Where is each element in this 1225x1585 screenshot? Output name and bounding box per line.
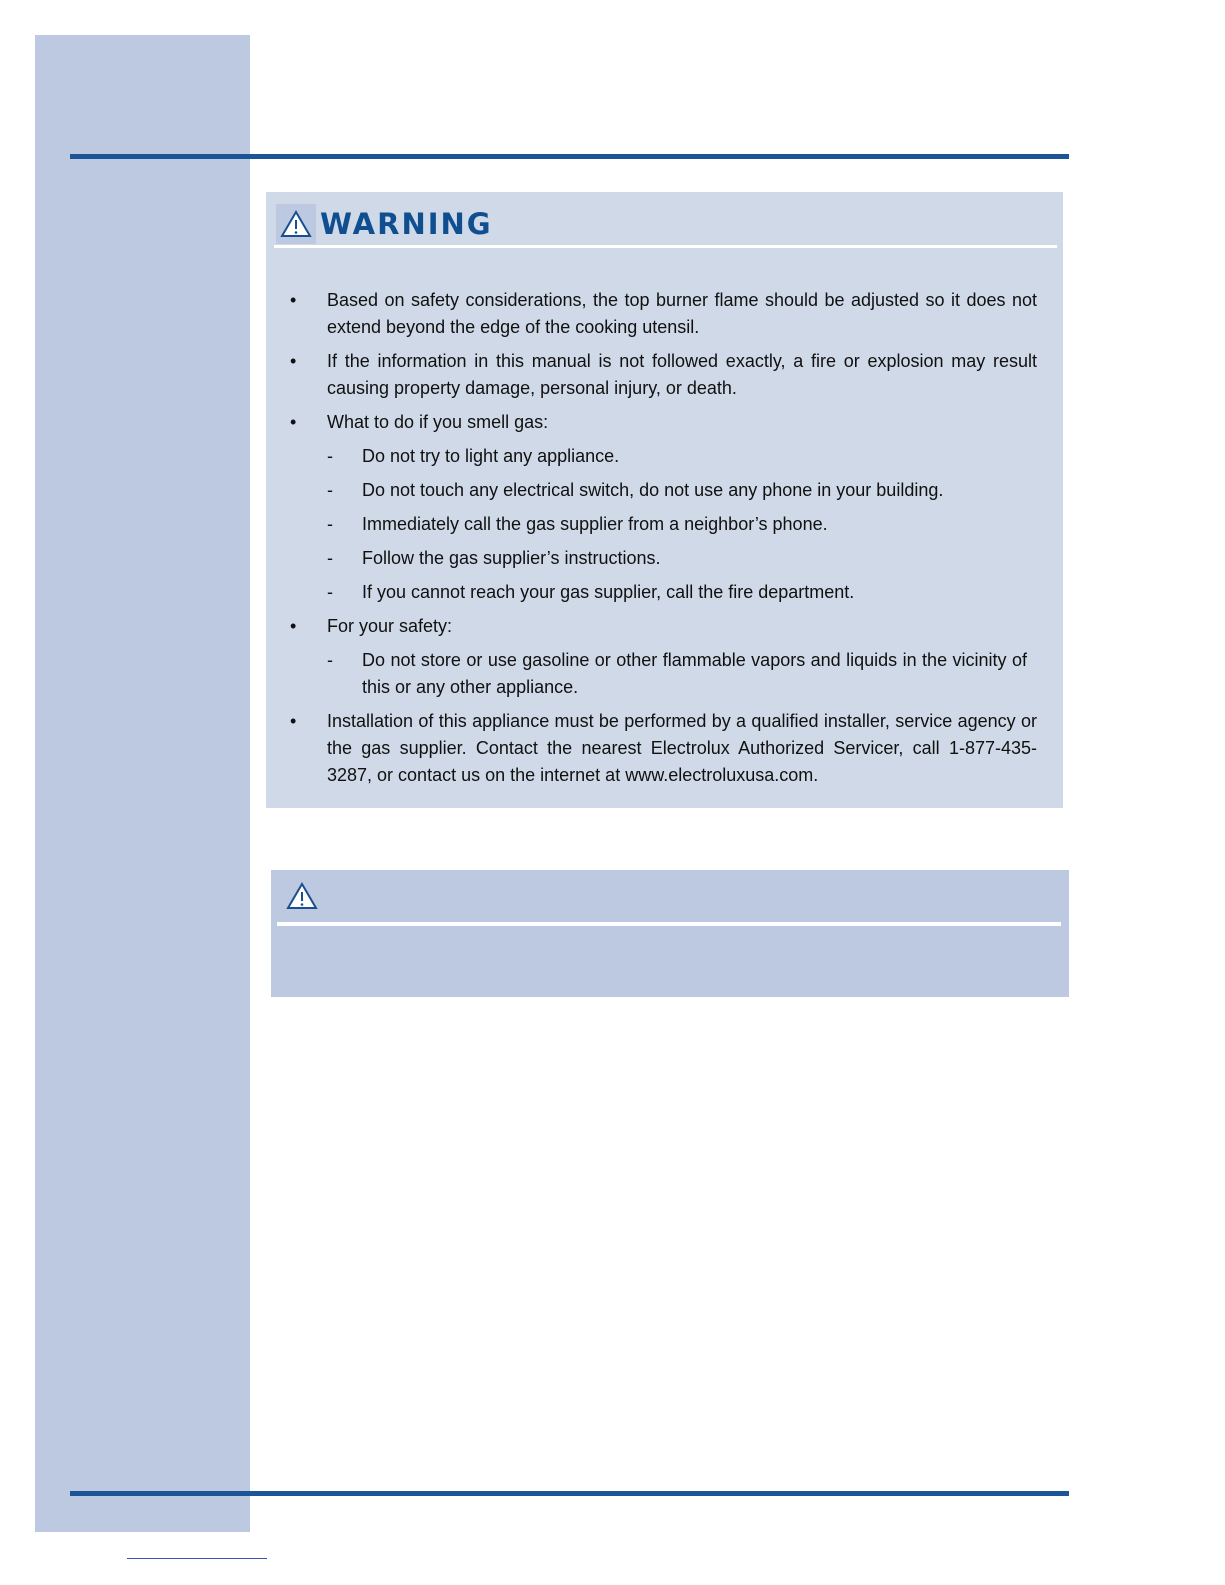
warning-item-text: Based on safety considerations, the top burner flame should be adjusted so it does not extend beyond the edge of the cooking utensil. [327,290,1037,337]
dash-marker: - [327,446,333,466]
warning-triangle-icon [286,882,318,915]
dash-marker: - [327,548,333,568]
warning-subitem-text: Do not touch any electrical switch, do not use any phone in your building. [362,480,944,500]
warning-subitem [266,443,1063,470]
warning-subitem [266,579,1063,606]
top-rule [70,154,1069,159]
dash-marker: - [327,480,333,500]
bullet-marker: • [290,351,297,371]
warning-subitem [266,545,1063,572]
warning-item [266,287,1063,341]
warning-item [266,613,1063,640]
warning-subitem-text: Do not try to light any appliance. [362,446,620,466]
warning-item [266,348,1063,402]
warning-list [266,287,1063,796]
warning-item [266,708,1063,789]
warning-subitem-text: Immediately call the gas supplier from a neighbor’s phone. [362,514,828,534]
bullet-marker: • [290,616,297,636]
warning-subitem-text: If you cannot reach your gas supplier, call the fire department. [362,582,855,602]
dash-marker: - [327,650,333,670]
warning-item-text: If the information in this manual is not followed exactly, a fire or explosion may result causing property damage, personal injury, or death. [327,351,1037,398]
warning-subitem [266,647,1063,701]
warning-item-text: For your safety: [327,616,453,636]
warning-subitem [266,477,1063,504]
footer-link-underline [127,1558,267,1559]
caution-header-rule [277,922,1061,926]
warning-item-text: Installation of this appliance must be performed by a qualified installer, service agency or the gas supplier. Contact the nearest Electrolux Authorized Servicer, call 1-877-435-3287, or contact us on the internet at www.electroluxusa.com. [327,711,1037,785]
warning-triangle-icon [276,204,316,244]
warning-subitem [266,511,1063,538]
warning-subitem-text: Do not store or use gasoline or other flammable vapors and liquids in the vicinity of this or any other appliance. [362,650,1027,697]
warning-subitem-text: Follow the gas supplier’s instructions. [362,548,661,568]
bullet-marker: • [290,290,297,310]
caution-box [271,870,1069,997]
warning-header [276,204,493,244]
warning-title: WARNING [320,207,493,241]
bullet-marker: • [290,711,297,731]
bottom-rule [70,1491,1069,1496]
warning-box [266,192,1063,808]
warning-item [266,409,1063,436]
warning-header-rule [274,245,1057,248]
sidebar-band [35,35,250,1532]
dash-marker: - [327,514,333,534]
bullet-marker: • [290,412,297,432]
warning-item-text: What to do if you smell gas: [327,412,549,432]
dash-marker: - [327,582,333,602]
